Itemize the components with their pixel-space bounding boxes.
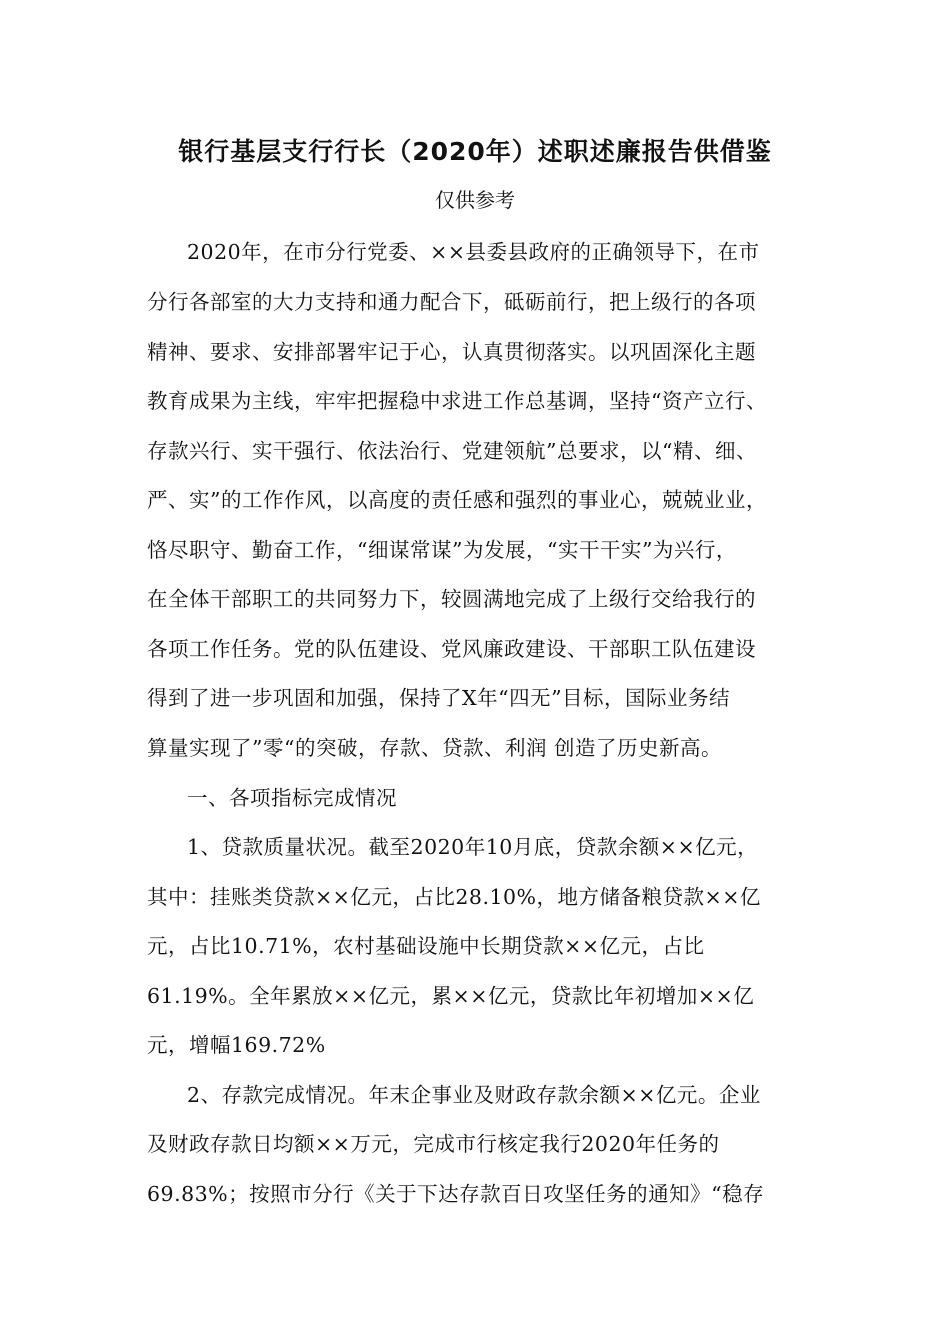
body-line: 严、实”的工作作风，以高度的责任感和强烈的事业心，兢兢业业， — [147, 488, 767, 512]
body-line: 元，占比10.71%，农村基础设施中长期贷款××亿元，占比 — [147, 934, 705, 958]
body-line: 69.83%；按照市分行《关于下达存款百日攻坚任务的通知》“稳存 — [147, 1182, 765, 1206]
body-line: 算量实现了”零“的突破，存款、贷款、利润 创造了历史新高。 — [147, 736, 722, 760]
body-line: 及财政存款日均额××万元，完成市行核定我行2020年任务的 — [147, 1132, 720, 1156]
section-heading: 一、各项指标完成情况 — [187, 786, 397, 810]
body-line: 61.19%。全年累放××亿元，累××亿元，贷款比年初增加××亿 — [147, 984, 755, 1008]
body-line: 各项工作任务。党的队伍建设、党风廉政建设、干部职工队伍建设 — [147, 637, 756, 661]
body-line: 2、存款完成情况。年末企事业及财政存款余额××亿元。企业 — [187, 1083, 761, 1107]
body-line: 元，增幅169.72% — [147, 1033, 326, 1057]
body-line: 得到了进一步巩固和加强，保持了X年“四无”目标，国际业务结 — [147, 686, 731, 710]
body-line: 2020年，在市分行党委、××县委县政府的正确领导下，在市 — [187, 240, 760, 264]
body-line: 存款兴行、实干强行、依法治行、党建领航”总要求，以“精、细、 — [147, 439, 757, 463]
body-line: 1、贷款质量状况。截至2020年10月底，贷款余额××亿元， — [187, 835, 759, 859]
body-line: 精神、要求、安排部署牢记于心，认真贯彻落实。以巩固深化主题 — [147, 340, 756, 364]
body-line: 恪尽职守、勤奋工作，“细谋常谋”为发展，“实干干实”为兴行， — [147, 538, 737, 562]
body-line: 分行各部室的大力支持和通力配合下，砥砺前行，把上级行的各项 — [147, 290, 756, 314]
document-title: 银行基层支行行长（2020年）述职述廉报告供借鉴 — [178, 137, 772, 166]
body-line: 在全体干部职工的共同努力下，较圆满地完成了上级行交给我行的 — [147, 587, 756, 611]
document-subtitle: 仅供参考 — [435, 188, 515, 212]
body-line: 其中：挂账类贷款××亿元，占比28.10%，地方储备粮贷款××亿 — [147, 885, 761, 909]
body-line: 教育成果为主线，牢牢把握稳中求进工作总基调，坚持“资产立行、 — [147, 389, 767, 413]
